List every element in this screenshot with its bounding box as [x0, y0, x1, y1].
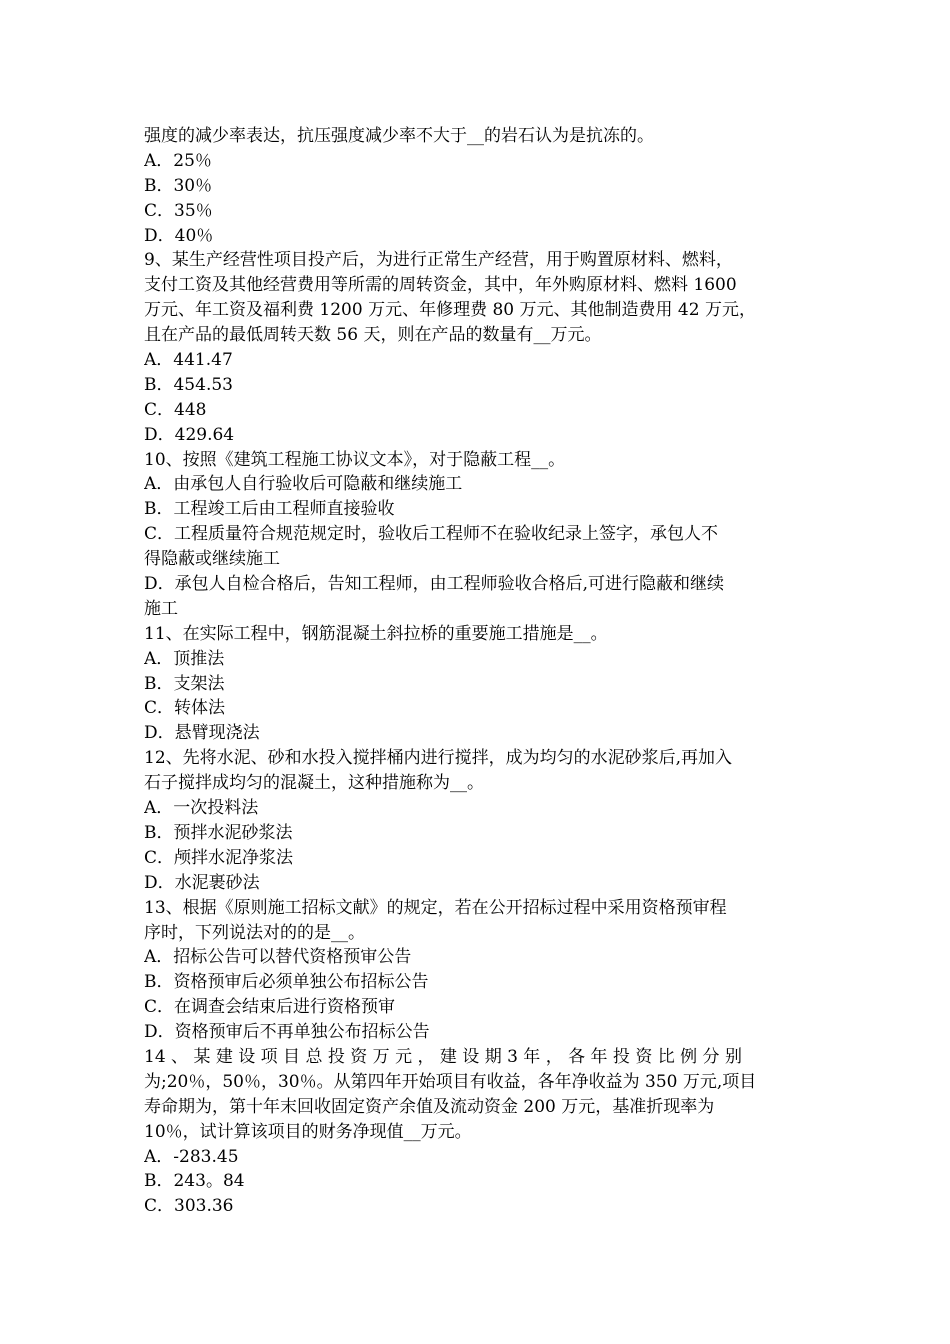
option-d: D．429.64: [144, 424, 235, 445]
question-11-line: 11、在实际工程中，钢筋混凝土斜拉桥的重要施工措施是__。: [144, 623, 608, 644]
question-9-line: 9、某生产经营性项目投产后，为进行正常生产经营，用于购置原材料、燃料，: [144, 250, 733, 271]
option-a: A．一次投料法: [144, 798, 259, 819]
option-a: A．-283.45: [144, 1146, 239, 1167]
option-b: B．30％: [144, 175, 213, 196]
option-b: B．454.53: [144, 374, 233, 395]
question-14-line: 10％，试计算该项目的财务净现值__万元。: [144, 1121, 472, 1142]
option-d-cont: 施工: [144, 598, 178, 619]
option-d: D．资格预审后不再单独公布招标公告: [144, 1022, 430, 1043]
option-c: C．工程质量符合规范规定时，验收后工程师不在验收纪录上签字，承包人不: [144, 524, 719, 545]
option-a: A．441.47: [144, 350, 233, 371]
option-c: C．303.36: [144, 1196, 234, 1217]
option-c: C．35％: [144, 200, 213, 221]
option-b: B．243。84: [144, 1171, 245, 1192]
question-9-line: 万元、年工资及福利费 1200 万元、年修理费 80 万元、其他制造费用 42 万元，: [144, 300, 756, 321]
option-a: A．招标公告可以替代资格预审公告: [144, 947, 412, 968]
option-c: C．448: [144, 399, 207, 420]
option-b: B．预拌水泥砂浆法: [144, 822, 293, 843]
question-12-line: 石子搅拌成均匀的混凝土，这种措施称为__。: [144, 773, 484, 794]
question-14-line: 为;20％，50％，30％。从第四年开始项目有收益，各年净收益为 350 万元,项目: [144, 1071, 757, 1092]
question-14-line: 14 、 某 建 设 项 目 总 投 资 万 元 ， 建 设 期 3 年 ， 各 年 投 资 比 例 分 别: [144, 1046, 742, 1067]
question-14-line: 寿命期为，第十年末回收固定资产余值及流动资金 200 万元，基准折现率为: [144, 1096, 715, 1117]
option-c: C．在调查会结束后进行资格预审: [144, 997, 396, 1018]
option-b: B．工程竣工后由工程师直接验收: [144, 499, 395, 520]
option-c: C．颅拌水泥净浆法: [144, 847, 294, 868]
option-b: B．支架法: [144, 673, 225, 694]
question-10-line: 10、按照《建筑工程施工协议文本》，对于隐蔽工程__。: [144, 449, 566, 470]
option-c-cont: 得隐蔽或继续施工: [144, 549, 280, 570]
option-a: A．25％: [144, 150, 212, 171]
document-page: [144, 124, 808, 1219]
question-12-line: 12、先将水泥、砂和水投入搅拌桶内进行搅拌，成为均匀的水泥砂浆后,再加入: [144, 748, 733, 769]
question-13-line: 13、根据《原则施工招标文献》的规定，若在公开招标过程中采用资格预审程: [144, 897, 727, 918]
option-a: A．顶推法: [144, 648, 225, 669]
option-d: D．悬臂现浇法: [144, 723, 260, 744]
question-13-line: 序时，下列说法对的的是__。: [144, 922, 365, 943]
option-d: D．承包人自检合格后，告知工程师，由工程师验收合格后,可进行隐蔽和继续: [144, 574, 725, 595]
text-line: 强度的减少率表达，抗压强度减少率不大于__的岩石认为是抗冻的。: [144, 126, 654, 146]
question-9-line: 且在产品的最低周转天数 56 天，则在产品的数量有__万元。: [144, 325, 602, 346]
option-d: D．水泥裹砂法: [144, 872, 260, 893]
option-d: D．40％: [144, 225, 214, 246]
option-b: B．资格预审后必须单独公布招标公告: [144, 972, 429, 993]
option-a: A．由承包人自行验收后可隐蔽和继续施工: [144, 474, 463, 495]
option-c: C．转体法: [144, 698, 226, 719]
question-9-line: 支付工资及其他经营费用等所需的周转资金，其中，年外购原材料、燃料 1600: [144, 275, 737, 296]
